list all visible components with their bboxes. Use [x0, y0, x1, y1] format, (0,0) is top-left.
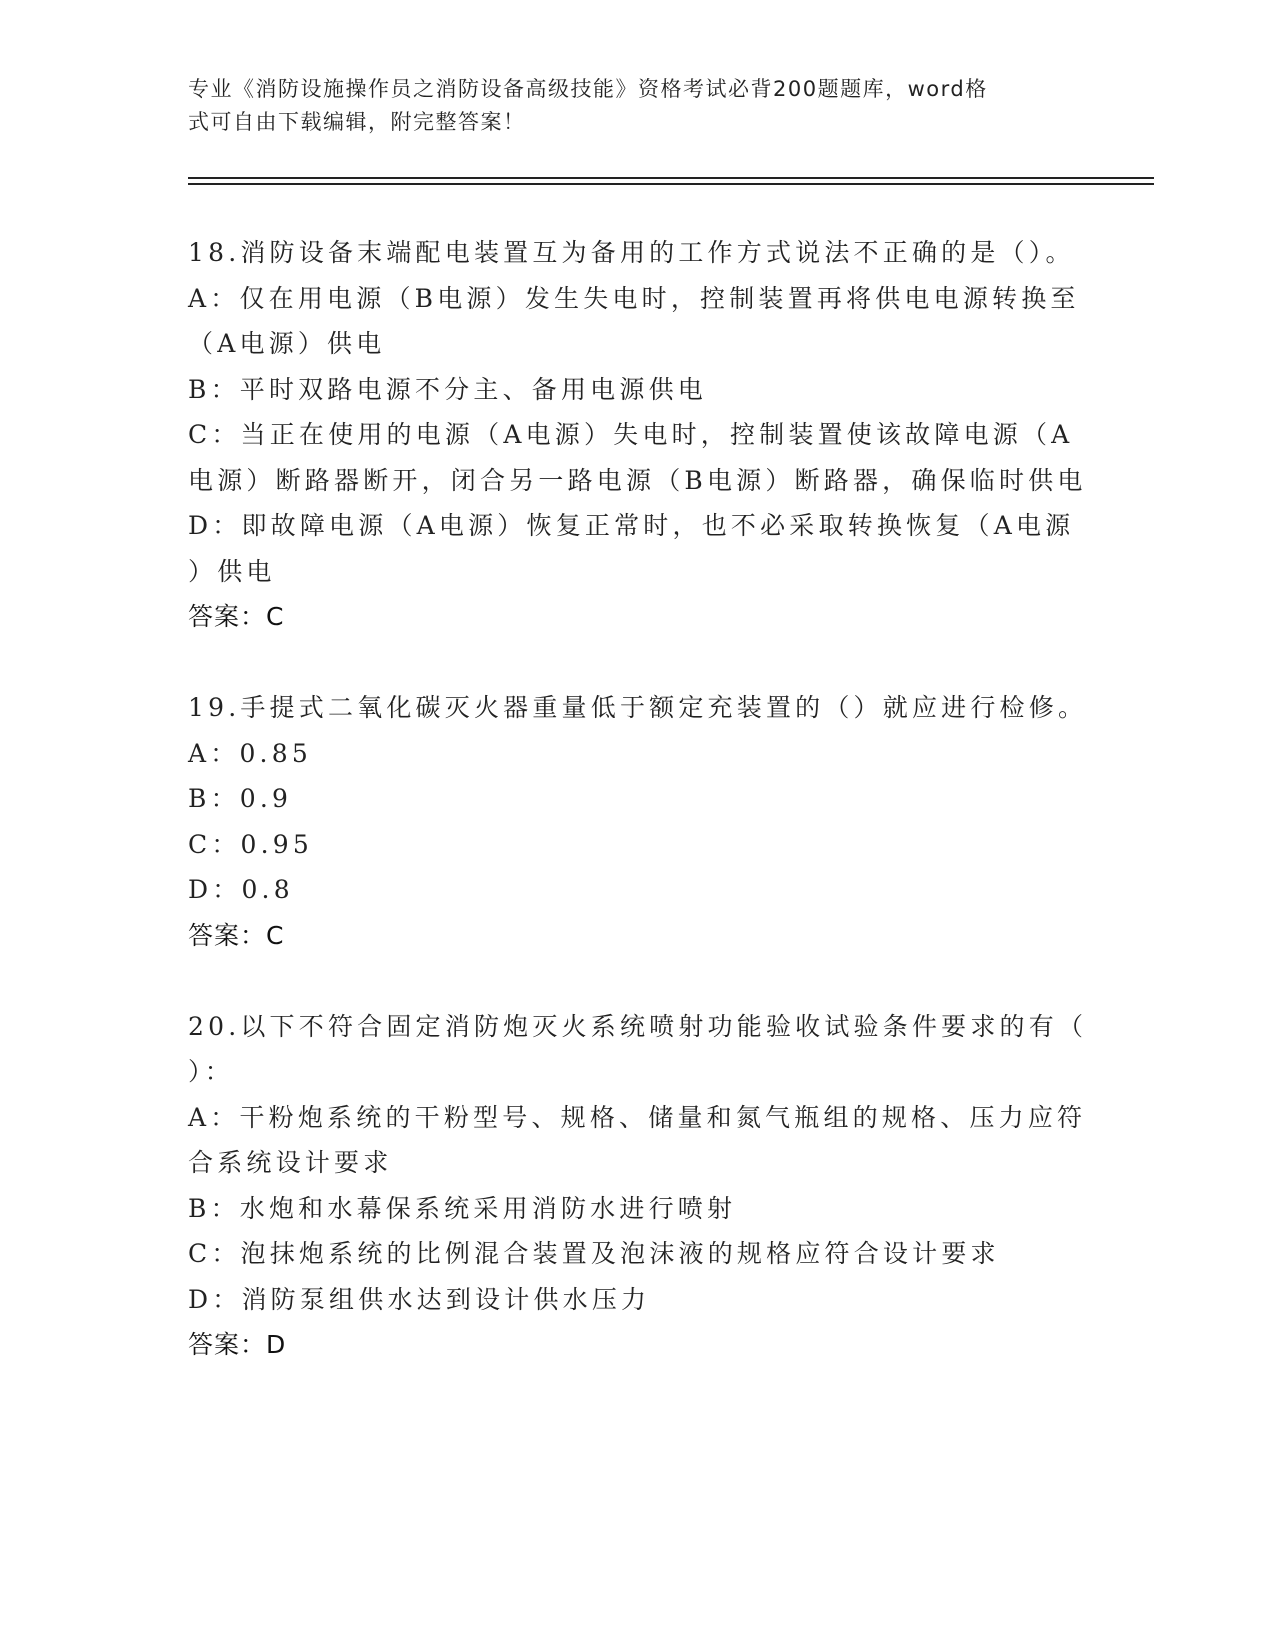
- header-line-2: 式可自由下载编辑，附完整答案！: [188, 110, 526, 134]
- question-18: [188, 230, 1088, 640]
- question-stem-continued: ）：: [188, 1057, 234, 1086]
- option-b: B：0.9: [188, 784, 293, 813]
- answer-label: 答案：D: [188, 1330, 287, 1359]
- option-a-continued: （A电源）供电: [188, 329, 386, 358]
- question-19: [188, 685, 1088, 959]
- question-list: [188, 230, 1088, 1413]
- question-stem: 18.消防设备末端配电装置互为备用的工作方式说法不正确的是（）。: [188, 238, 1075, 267]
- option-d-continued: ）供电: [188, 556, 276, 586]
- option-b: B：平时双路电源不分主、备用电源供电: [188, 374, 707, 404]
- option-a-continued: 合系统设计要求: [188, 1148, 393, 1177]
- option-c-continued: 电源）断路器断开，闭合另一路电源（B电源）断路器，确保临时供电: [188, 465, 1087, 495]
- answer-label: 答案：C: [188, 920, 285, 950]
- option-d: D：即故障电源（A电源）恢复正常时，也不必采取转换恢复（A电源: [188, 511, 1075, 540]
- option-c: C：当正在使用的电源（A电源）失电时，控制装置使该故障电源（A: [188, 420, 1074, 449]
- document-header: [188, 73, 1088, 139]
- question-stem: 19.手提式二氧化碳灭火器重量低于额定充装置的（）就应进行检修。: [188, 693, 1088, 722]
- option-d: D：消防泵组供水达到设计供水压力: [188, 1284, 651, 1314]
- option-a: A：0.85: [188, 738, 312, 768]
- question-20: [188, 1004, 1088, 1369]
- option-a: A：干粉炮系统的干粉型号、规格、储量和氮气瓶组的规格、压力应符: [188, 1102, 1087, 1132]
- option-c: C：泡抹炮系统的比例混合装置及泡沫液的规格应符合设计要求: [188, 1239, 1000, 1268]
- header-line-1: 专业《消防设施操作员之消防设备高级技能》资格考试必背200题题库，word格: [188, 77, 988, 101]
- option-d: D：0.8: [188, 875, 294, 904]
- header-divider-top: [188, 177, 1154, 179]
- header-divider-bottom: [188, 183, 1154, 185]
- option-c: C：0.95: [188, 829, 313, 859]
- option-b: B：水炮和水幕保系统采用消防水进行喷射: [188, 1193, 737, 1223]
- answer-label: 答案：C: [188, 602, 285, 631]
- option-a: A：仅在用电源（B电源）发生失电时，控制装置再将供电电源转换至: [188, 283, 1080, 313]
- question-stem: 20.以下不符合固定消防炮灭火系统喷射功能验收试验条件要求的有（: [188, 1011, 1088, 1041]
